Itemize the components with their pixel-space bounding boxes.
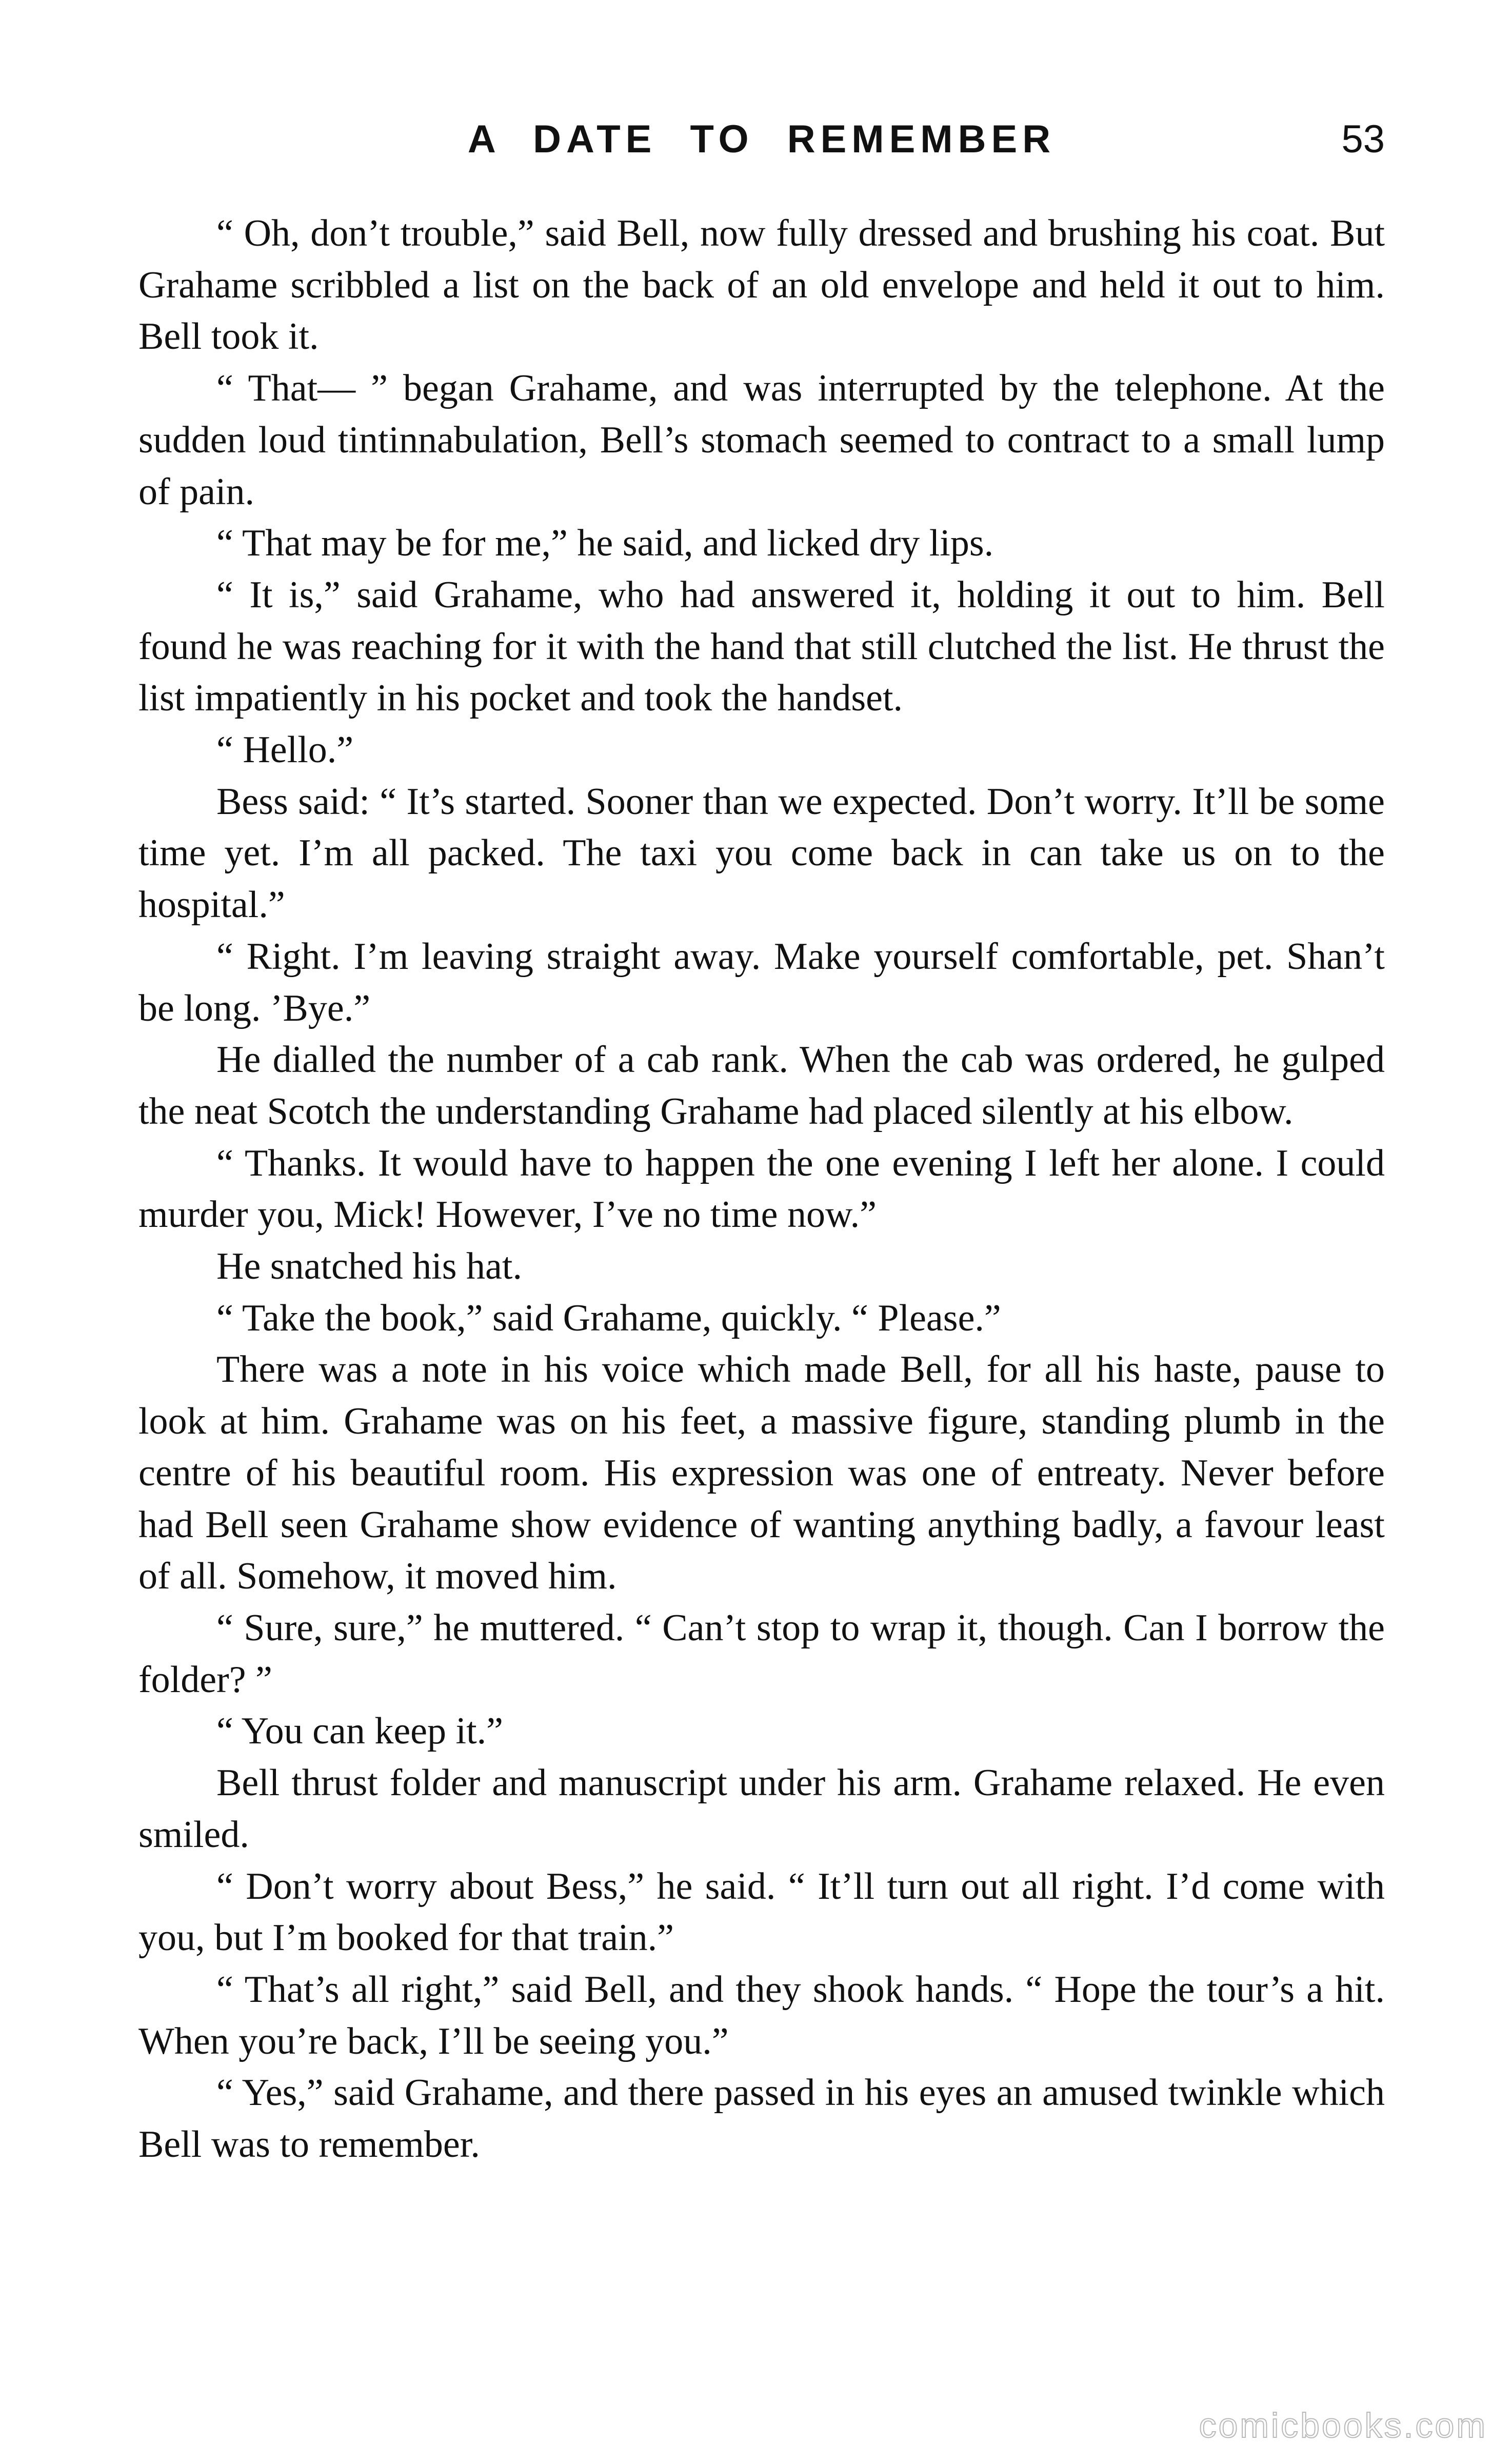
paragraph: “ Don’t worry about Bess,” he said. “ It’ll turn out all right. I’d come with you, but I’m booked for that train.” (138, 1865, 1385, 1959)
running-title: A DATE TO REMEMBER (467, 117, 1056, 161)
body-text (138, 208, 1385, 2171)
page-header (138, 117, 1385, 178)
paragraph: “ Take the book,” said Grahame, quickly. “ Please.” (216, 1297, 1001, 1339)
paragraph: “ Hello.” (216, 729, 354, 771)
paragraph: “ Right. I’m leaving straight away. Make yourself comfortable, pet. Shan’t be long. ’Bye.” (138, 935, 1385, 1029)
paragraph: “ Oh, don’t trouble,” said Bell, now fully dressed and brushing his coat. But Grahame scribbled a list on the back of an old envelope and held it out to him. Bell took it. (138, 212, 1385, 358)
paragraph: “ That’s all right,” said Bell, and they shook hands. “ Hope the tour’s a hit. When you’re back, I’ll be seeing you.” (138, 1968, 1385, 2062)
paragraph: Bell thrust folder and manuscript under his arm. Grahame relaxed. He even smiled. (138, 1762, 1385, 1856)
paragraph: He snatched his hat. (216, 1245, 522, 1288)
paragraph: “ That may be for me,” he said, and licked dry lips. (216, 522, 994, 565)
source-watermark: comicbooks.com (1199, 2406, 1487, 2445)
page-number: 53 (1341, 117, 1385, 161)
paragraph: “ That— ” began Grahame, and was interrupted by the telephone. At the sudden loud tintinnabulation, Bell’s stomach seemed to contract to a small lump of pain. (138, 367, 1385, 513)
paragraph: “ Thanks. It would have to happen the one evening I left her alone. I could murder you, Mick! However, I’ve no time now.” (138, 1142, 1385, 1236)
paragraph: There was a note in his voice which made Bell, for all his haste, pause to look at him. Grahame was on his feet, a massive figure, standing plumb in the centre of his beautiful room. His expression was one of entreaty. Never before had Bell seen Grahame show evidence of wanting anything badly, a favour least of all. Somehow, it moved him. (138, 1348, 1385, 1598)
paragraph: Bess said: “ It’s started. Sooner than we expected. Don’t worry. It’ll be some time yet. I’m all packed. The taxi you come back in can take us on to the hospital.” (138, 780, 1385, 926)
paragraph: “ You can keep it.” (216, 1710, 503, 1753)
paragraph: He dialled the number of a cab rank. When the cab was ordered, he gulped the neat Scotch the understanding Grahame had placed silently at his elbow. (138, 1039, 1385, 1133)
paragraph: “ It is,” said Grahame, who had answered it, holding it out to him. Bell found he was reaching for it with the hand that still clutched the list. He thrust the list impatiently in his pocket and took the handset. (138, 573, 1385, 720)
paragraph: “ Yes,” said Grahame, and there passed in his eyes an amused twinkle which Bell was to remember. (138, 2072, 1385, 2166)
paragraph: “ Sure, sure,” he muttered. “ Can’t stop to wrap it, though. Can I borrow the folder? ” (138, 1606, 1385, 1701)
